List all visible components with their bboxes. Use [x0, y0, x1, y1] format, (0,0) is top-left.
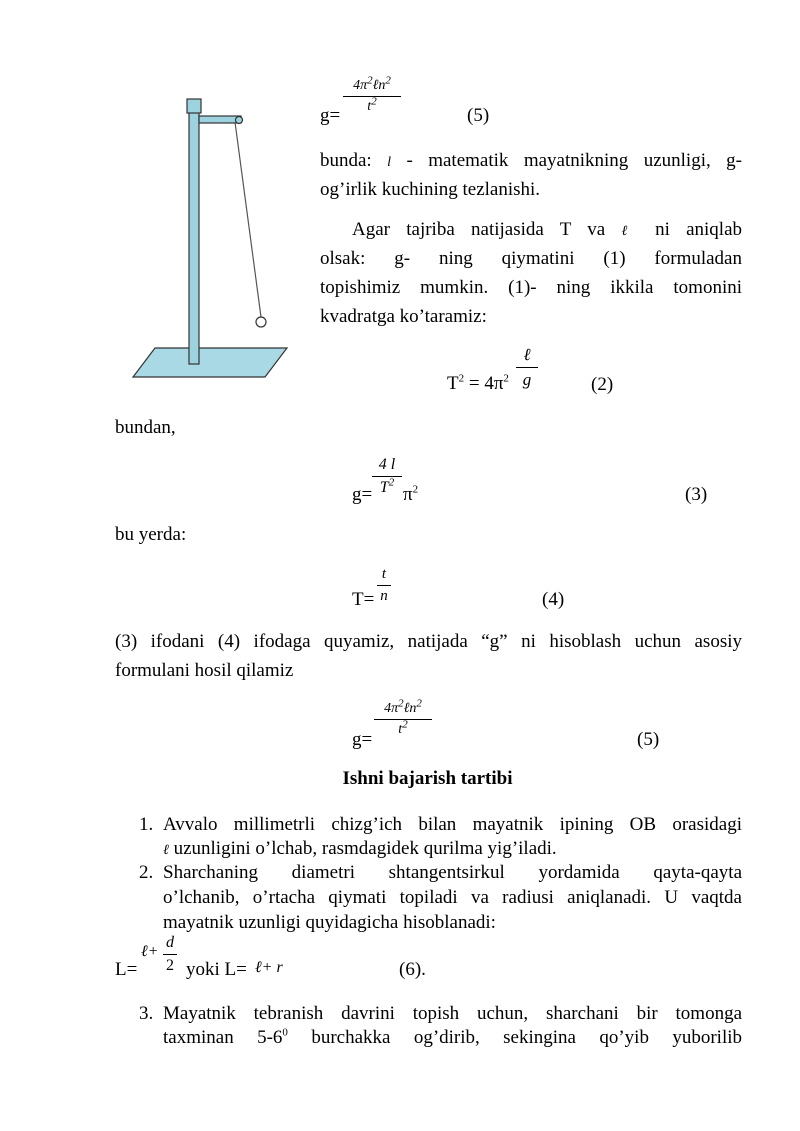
eq6-lhs: L=	[115, 959, 138, 980]
stand-rod	[189, 102, 199, 364]
eq6-tail: ℓ+ r	[255, 959, 283, 976]
eq6-frac-pre: ℓ+	[141, 943, 159, 960]
para3-line2: formulani hosil qilamiz	[115, 660, 294, 681]
pendulum-illustration	[125, 90, 305, 390]
eq4-lhs: T=	[352, 589, 375, 610]
bundan-text: bundan,	[115, 417, 176, 438]
eq2-number: (2)	[591, 374, 614, 395]
para3-line1: (3) ifodani (4) ifodaga quyamiz, natijada “g” ni hisoblash uchun asosiy	[115, 631, 742, 652]
pendulum-string	[235, 122, 261, 317]
list-item-2-line3: mayatnik uzunligi quyidagicha hisoblanadi:	[163, 912, 496, 933]
arm-end	[236, 117, 243, 124]
list-item-3-line2: taxminan $5-6^0$ burchakka og’dirib, sekingina qo’yib yuborilib	[163, 1026, 743, 1048]
list-item-2-line2: o’lchanib, o’rtacha qiymati topiladi va radiusi aniqlanadi. U vaqtda	[163, 887, 742, 908]
eq6-fraction: $\frac{d}{2}$	[163, 934, 177, 975]
list-item-1-line2: ℓ uzunligini o’lchab, rasmdagidek qurilma yig’iladi.	[163, 838, 557, 859]
eq5-bottom-lhs: g=	[352, 729, 373, 750]
eq5-bottom-fraction: $4\pi^2\ell n^2$ $t^2$	[374, 701, 432, 738]
para2-line3: topishimiz mumkin. (1)- ning ikkila tomonini	[320, 277, 742, 298]
eq4-fraction: $\frac{t}{n}$	[377, 566, 391, 605]
list-item-3-marker: 3.	[139, 1003, 154, 1024]
list-item-1-marker: 1.	[139, 814, 154, 835]
eq5-top-lhs: g=	[320, 105, 341, 126]
stand-base	[133, 348, 287, 377]
para2-line4: kvadratga ko’taramiz:	[320, 306, 487, 327]
eq3-number: (3)	[685, 484, 708, 505]
list-item-2-line1: Sharchaning diametri shtangentsirkul yordamida qayta-qayta	[163, 862, 742, 883]
eq3-fraction: $\frac{4 l}{T^2}$	[372, 456, 402, 497]
para1-line1: bunda: l - matematik mayatnikning uzunligi, g-	[320, 150, 742, 171]
rod-clamp	[187, 99, 201, 113]
eq5-top-number: (5)	[467, 105, 490, 126]
eq3-lhs: g=	[352, 484, 373, 505]
eq5-bottom-number: (5)	[637, 729, 660, 750]
section-title: Ishni bajarish tartibi	[342, 768, 513, 789]
para2-line2: olsak: g- ning qiymatini (1) formuladan	[320, 248, 742, 269]
bu-yerda-text: bu yerda:	[115, 524, 187, 545]
eq4-number: (4)	[542, 589, 565, 610]
eq6-number: (6).	[399, 959, 426, 980]
eq3-tail: $\pi^2$	[403, 483, 419, 505]
para2-line1: Agar tajriba natijasida T va ℓ ni aniqlab	[352, 219, 743, 240]
list-item-1-line1: Avvalo millimetrli chizg’ich bilan mayatnik ipining OB orasidagi	[163, 814, 742, 835]
list-item-2-marker: 2.	[139, 862, 154, 883]
para1-line2: og’irlik kuchining tezlanishi.	[320, 179, 541, 200]
eq5-top-fraction: $4\pi^2\ell n^2$ $t^2$	[343, 78, 401, 115]
eq2-fraction: ℓ g	[516, 345, 538, 390]
list-item-3-line1: Mayatnik tebranish davrini topish uchun, sharchani bir tomonga	[163, 1003, 742, 1024]
pendulum-bob	[256, 317, 266, 327]
eq2: $T^2 = 4\pi^2$	[447, 372, 509, 394]
stand-arm	[199, 116, 241, 123]
eq6-mid: yoki L=	[186, 959, 247, 980]
